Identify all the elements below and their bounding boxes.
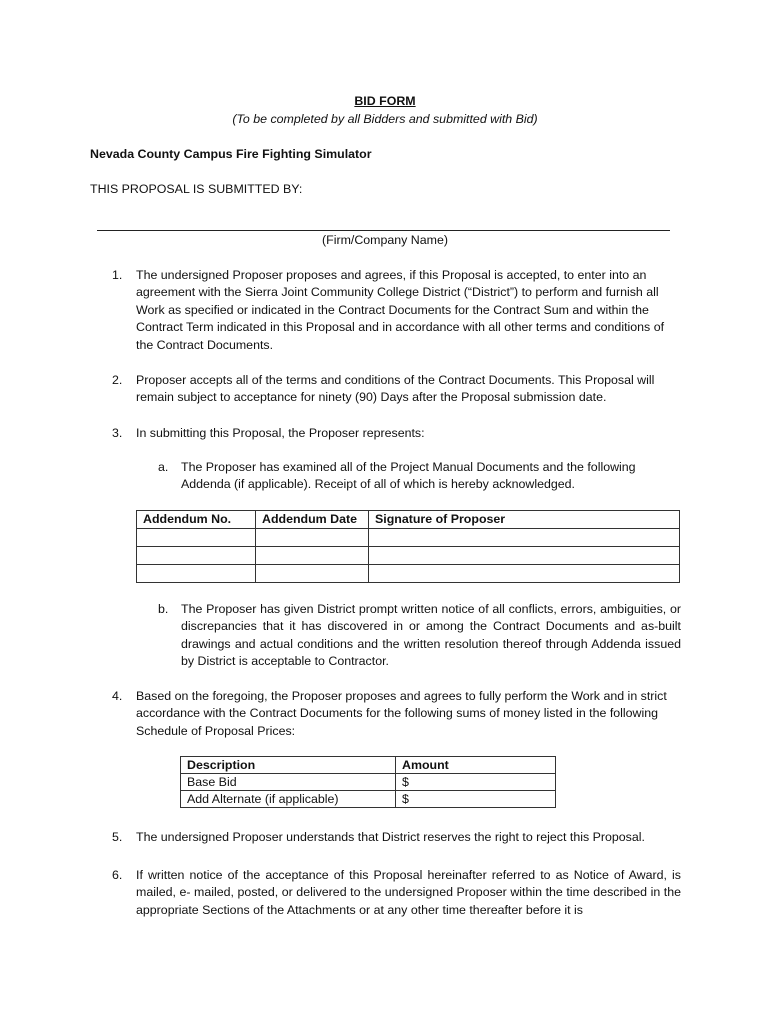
page-title: BID FORM <box>354 94 416 108</box>
table-header-cell: Description <box>181 757 396 774</box>
signature-cell[interactable] <box>369 565 680 583</box>
table-row <box>181 791 556 808</box>
item-text: If written notice of the acceptance of this Proposal hereinafter referred to as Notice of Award, is mailed, e- mailed, posted, or delivered to the undersigned Proposer within the time described in the appropriate Sections of the Attachments or at any other time thereafter before it is <box>136 868 681 917</box>
addendum-no-cell[interactable] <box>137 547 256 565</box>
item-text: In submitting this Proposal, the Proposer represents: <box>136 426 425 440</box>
signature-cell[interactable] <box>369 547 680 565</box>
item-text: Based on the foregoing, the Proposer proposes and agrees to fully perform the Work and in strict accordance with the Contract Documents for the following sums of money listed in the following Schedule of Proposal Prices: <box>136 689 667 738</box>
addendum-no-cell[interactable] <box>137 529 256 547</box>
table-row[interactable] <box>137 547 680 565</box>
firm-name-line[interactable] <box>97 230 670 231</box>
price-description-cell: Add Alternate (if applicable) <box>181 791 396 808</box>
table-row[interactable] <box>137 565 680 583</box>
signature-cell[interactable] <box>369 529 680 547</box>
subitem-text: The Proposer has examined all of the Project Manual Documents and the following Addenda (if applicable). Receipt of all of which is hereby acknowledged. <box>181 460 636 492</box>
addendum-date-cell[interactable] <box>256 529 369 547</box>
table-header-row <box>181 757 556 774</box>
item-number: 1. <box>112 268 123 282</box>
subitem-letter: a. <box>158 460 169 474</box>
subitem-text: The Proposer has given District prompt written notice of all conflicts, errors, ambiguities, or discrepancies that it has discovered in or among the Contract Documents and as-built drawings and actual conditions and the written resolution thereof through Addenda issued by District is acceptable to Contractor. <box>181 602 681 669</box>
firm-name-label: (Firm/Company Name) <box>322 233 448 247</box>
price-description-cell: Base Bid <box>181 774 396 791</box>
table-row <box>181 774 556 791</box>
subitem-letter: b. <box>158 602 169 616</box>
project-name: Nevada County Campus Fire Fighting Simulator <box>90 147 372 161</box>
table-header-cell: Amount <box>396 757 556 774</box>
price-amount-cell[interactable]: $ <box>396 791 556 808</box>
item-number: 4. <box>112 689 123 703</box>
item-text: Proposer accepts all of the terms and conditions of the Contract Documents. This Proposal will remain subject to acceptance for ninety (90) Days after the Proposal submission date. <box>136 373 655 405</box>
addendum-date-cell[interactable] <box>256 565 369 583</box>
table-header-cell: Addendum Date <box>256 511 369 529</box>
item-number: 2. <box>112 373 123 387</box>
item-number: 5. <box>112 830 123 844</box>
item-number: 6. <box>112 868 123 882</box>
item-text: The undersigned Proposer understands that District reserves the right to reject this Proposal. <box>136 830 645 844</box>
item-number: 3. <box>112 426 123 440</box>
addendum-date-cell[interactable] <box>256 547 369 565</box>
table-row[interactable] <box>137 529 680 547</box>
addendum-no-cell[interactable] <box>137 565 256 583</box>
table-header-cell: Signature of Proposer <box>369 511 680 529</box>
table-header-row <box>137 511 680 529</box>
price-amount-cell[interactable]: $ <box>396 774 556 791</box>
page-subtitle: (To be completed by all Bidders and submitted with Bid) <box>232 112 538 126</box>
item-text: The undersigned Proposer proposes and agrees, if this Proposal is accepted, to enter into an agreement with the Sierra Joint Community College District (“District”) to perform and furnish all Work as specified or indicated in the Contract Documents for the Contract Sum and within the Contract Term indicated in this Proposal and in accordance with all other terms and conditions of the Contract Documents. <box>136 268 665 352</box>
submitted-by-label: THIS PROPOSAL IS SUBMITTED BY: <box>90 182 303 196</box>
proposal-prices-table <box>180 756 556 808</box>
addenda-table <box>136 510 680 583</box>
table-header-cell: Addendum No. <box>137 511 256 529</box>
